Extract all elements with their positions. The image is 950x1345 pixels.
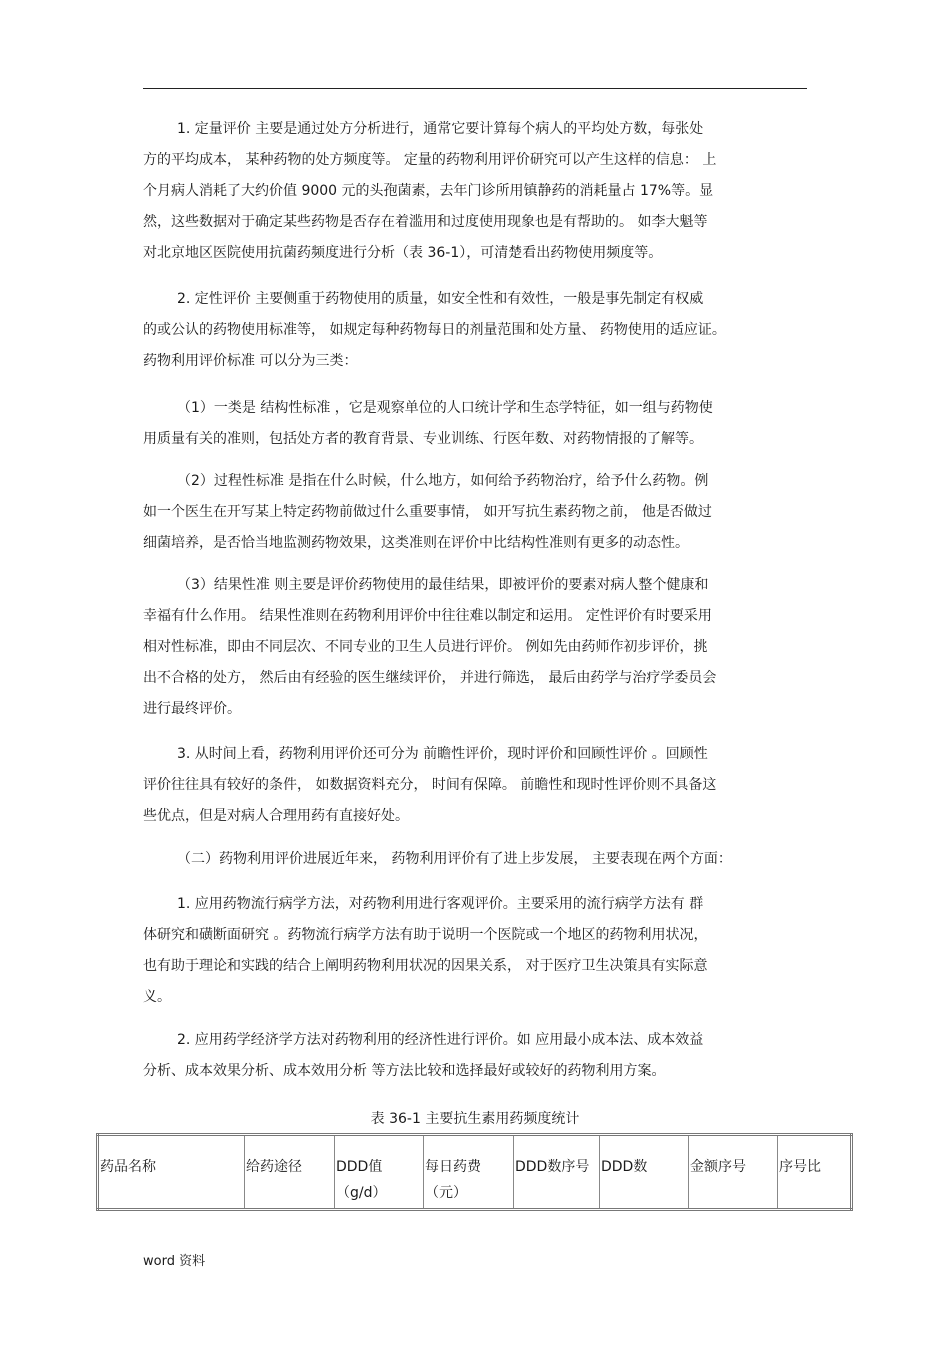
text-line: 如一个医生在开写某上特定药物前做过什么重要事情， 如开写抗生素药物之前， 他是否做过 <box>143 504 712 520</box>
text-line: （2）过程性标准 是指在什么时候，什么地方，如何给予药物治疗，给予什么药物。例 <box>177 473 709 489</box>
text-line: 3. 从时间上看，药物利用评价还可分为 前瞻性评价，现时评价和回顾性评价 。回顾性 <box>177 746 708 762</box>
text-line: 细菌培养，是否恰当地监测药物效果，这类准则在评价中比结构性准则有更多的动态性。 <box>143 535 689 551</box>
text-line: 也有助于理论和实践的结合上阐明药物利用状况的因果关系， 对于医疗卫生决策具有实际意 <box>143 958 708 974</box>
text-line: 评价往往具有较好的条件， 如数据资料充分， 时间有保障。 前瞻性和现时性评价则不具备这 <box>143 777 717 793</box>
frequency-table <box>96 1133 853 1211</box>
header-rule <box>143 88 807 89</box>
paragraph-p8 <box>143 889 807 1013</box>
text-line: 相对性标准，即由不同层次、不同专业的卫生人员进行评价。 例如先由药师作初步评价，挑 <box>143 639 708 655</box>
text-line: （3）结果性准 则主要是评价药物使用的最佳结果，即被评价的要素对病人整个健康和 <box>177 577 709 593</box>
paragraph-p6 <box>143 739 807 832</box>
paragraph-p3 <box>143 393 807 455</box>
text-line: 2. 定性评价 主要侧重于药物使用的质量，如安全性和有效性，一般是事先制定有权威 <box>177 291 704 307</box>
text-line: 分析、成本效果分析、成本效用分析 等方法比较和选择最好或较好的药物利用方案。 <box>143 1063 666 1079</box>
text-line: 出不合格的处方， 然后由有经验的医生继续评价， 并进行筛选， 最后由药学与治疗学委员会 <box>143 670 717 686</box>
page-footer: word 资料 <box>143 1254 206 1269</box>
text-line: 1. 应用药物流行病学方法，对药物利用进行客观评价。主要采用的流行病学方法有 群 <box>177 896 704 912</box>
text-line: 进行最终评价。 <box>143 701 241 717</box>
table-header-cell: DDD值 （g/d） <box>335 1135 424 1210</box>
text-line: （二）药物利用评价进展近年来， 药物利用评价有了进上步发展， 主要表现在两个方面： <box>177 851 732 867</box>
text-line: 然，这些数据对于确定某些药物是否存在着滥用和过度使用现象也是有帮助的。 如李大魁等 <box>143 214 708 230</box>
paragraph-p9 <box>143 1025 807 1087</box>
table-header-cell: DDD数序号 <box>514 1135 600 1210</box>
table-header-cell: DDD数 <box>600 1135 689 1210</box>
text-line: 体研究和磺断面研究 。药物流行病学方法有助于说明一个医院或一个地区的药物利用状况， <box>143 927 708 943</box>
text-line: 的或公认的药物使用标准等， 如规定每种药物每日的剂量范围和处方量、 药物使用的适应证。 <box>143 322 726 338</box>
paragraph-p7 <box>143 844 807 875</box>
text-line: 义。 <box>143 989 171 1005</box>
table-header-row <box>98 1135 852 1210</box>
paragraph-p1 <box>143 114 807 269</box>
text-line: 些优点，但是对病人合理用药有直接好处。 <box>143 808 409 824</box>
text-line: 1. 定量评价 主要是通过处方分析进行，通常它要计算每个病人的平均处方数，每张处 <box>177 121 704 137</box>
table-header-cell: 序号比 <box>778 1135 852 1210</box>
paragraph-p4 <box>143 466 807 559</box>
paragraph-p2 <box>143 284 807 377</box>
text-line: 用质量有关的准则，包括处方者的教育背景、专业训练、行医年数、对药物情报的了解等。 <box>143 431 703 447</box>
table-header-cell: 给药途径 <box>245 1135 335 1210</box>
paragraph-p5 <box>143 570 807 725</box>
text-line: （1）一类是 结构性标准 ，它是观察单位的人口统计学和生态学特征，如一组与药物使 <box>177 400 713 416</box>
table-header-cell: 每日药费 （元） <box>424 1135 514 1210</box>
table-header-cell: 金额序号 <box>689 1135 778 1210</box>
text-line: 2. 应用药学经济学方法对药物利用的经济性进行评价。如 应用最小成本法、成本效益 <box>177 1032 704 1048</box>
text-line: 方的平均成本， 某种药物的处方频度等。 定量的药物利用评价研究可以产生这样的信息： 上 <box>143 152 717 168</box>
table-header-cell: 药品名称 <box>98 1135 245 1210</box>
text-line: 药物利用评价标准 可以分为三类： <box>143 353 358 369</box>
text-line: 对北京地区医院使用抗菌药频度进行分析（表 36-1），可清楚看出药物使用频度等。 <box>143 245 663 261</box>
text-line: 幸福有什么作用。 结果性准则在药物利用评价中往往难以制定和运用。 定性评价有时要采用 <box>143 608 712 624</box>
text-line: 个月病人消耗了大约价值 9000 元的头孢菌素，去年门诊所用镇静药的消耗量占 17%等。显 <box>143 183 714 199</box>
table-caption: 表 36-1 主要抗生素用药频度统计 <box>370 1111 580 1127</box>
